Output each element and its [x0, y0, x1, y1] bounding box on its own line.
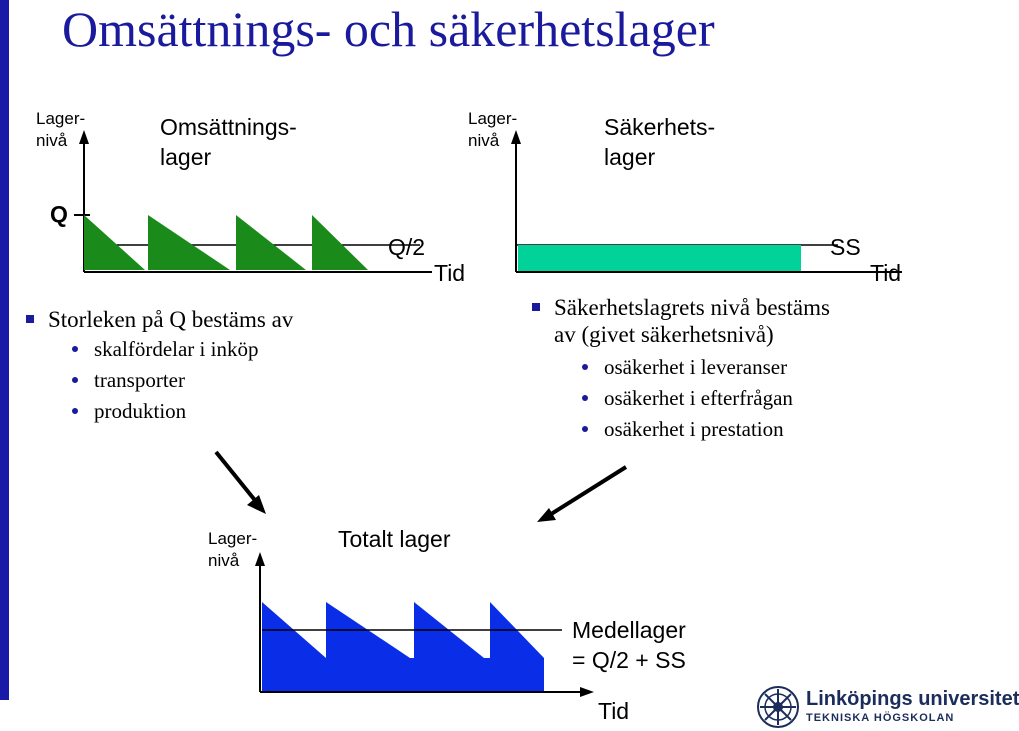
- dot-bullet-icon: [582, 395, 588, 401]
- list-item: produktion: [72, 396, 258, 427]
- dot-bullet-icon: [582, 364, 588, 370]
- liu-logo-name: Linköpings universitet: [806, 688, 1019, 710]
- bottom-x-axis-label: Tid: [598, 698, 630, 724]
- totalt-lager-chart: [255, 552, 594, 697]
- bottom-x-axis-arrowhead: [580, 687, 594, 697]
- connector-arrows: [216, 452, 626, 522]
- liu-logo-emblem: [758, 687, 798, 727]
- list-item: osäkerhet i prestation: [582, 414, 793, 445]
- right-bullet-main: Säkerhetslagrets nivå bestäms av (givet säkerhetsnivå): [532, 294, 830, 348]
- left-bullet-main: Storleken på Q bestäms av: [26, 306, 293, 333]
- total-base-block: [262, 658, 544, 691]
- list-item: osäkerhet i efterfrågan: [582, 383, 793, 414]
- dot-bullet-icon: [72, 408, 78, 414]
- left-y-axis-label: Lager- nivå: [36, 109, 86, 150]
- arrow-right-to-total: [548, 467, 626, 516]
- sawtooth-2: [148, 215, 230, 270]
- bottom-y-axis-label: Lager- nivå: [208, 529, 258, 570]
- list-item: skalfördelar i inköp: [72, 334, 258, 365]
- list-item: osäkerhet i leveranser: [582, 352, 793, 383]
- dot-bullet-icon: [72, 377, 78, 383]
- list-item: transporter: [72, 365, 258, 396]
- sawtooth-4: [312, 215, 368, 270]
- q-label: Q: [50, 201, 68, 227]
- sawtooth-3: [236, 215, 306, 270]
- ss-label: SS: [830, 234, 861, 260]
- page-title: Omsättnings- och säkerhetslager: [62, 1, 715, 57]
- medellager-label: Medellager = Q/2 + SS: [572, 617, 686, 673]
- sawtooth-1: [84, 215, 145, 270]
- square-bullet-icon: [532, 303, 540, 311]
- totalt-lager-heading: Totalt lager: [338, 526, 451, 552]
- left-sub-bullets: [72, 334, 258, 427]
- safety-stock-block: [518, 245, 801, 271]
- arrow-left-head: [247, 495, 266, 514]
- half-q-label: Q/2: [388, 234, 426, 260]
- liu-logo-subtitle: TEKNISKA HÖGSKOLAN: [806, 712, 955, 724]
- right-x-axis-label: Tid: [870, 260, 902, 286]
- dot-bullet-icon: [582, 426, 588, 432]
- left-x-axis-label: Tid: [434, 260, 466, 286]
- arrow-left-to-total: [216, 452, 258, 504]
- omsattningslager-heading: Omsättnings- lager: [160, 114, 297, 170]
- right-sub-bullets: [582, 352, 793, 445]
- square-bullet-icon: [26, 315, 34, 323]
- dot-bullet-icon: [72, 346, 78, 352]
- right-y-axis-label: Lager- nivå: [468, 109, 518, 150]
- sakerhetslager-heading: Säkerhets- lager: [604, 114, 716, 170]
